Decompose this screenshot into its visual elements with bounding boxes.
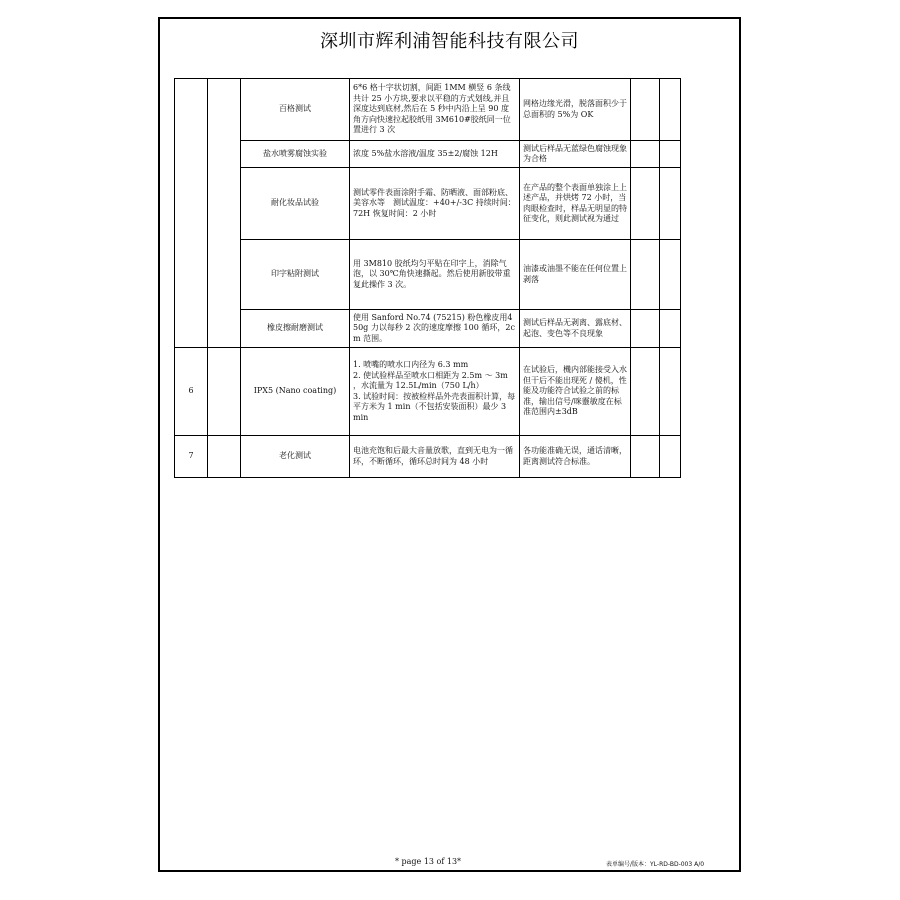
test-criteria: 在试验后，機内部能接受入水但干后不能出现死 / 傻机，性能及功能符合试验之前的标准，输出信号/咪靈敏度在标准范围内±3dB: [520, 348, 631, 436]
table-row: [175, 348, 681, 436]
test-item: 橡皮擦耐磨测试: [241, 310, 350, 348]
test-method: 测试零件表面涂附手霜、防晒液、面部粉底、美容水等 测试温度：+40+/-3C 持续时间：72H 恢复时间：2 小时: [350, 168, 520, 240]
test-method: 6*6 格十字状切割，间距 1MM 横竖 6 条线共计 25 小方块,要求以平稳的方式划线,并且深度达到底材,然后在 5 秒中内沿上呈 90 度角方向快速拉起胶纸用 3M610#胶纸同一位置进行 3 次: [350, 79, 520, 141]
test-item: 印字粘附测试: [241, 240, 350, 310]
empty-cell: [660, 168, 681, 240]
empty-cell: [208, 79, 241, 348]
table-row: [175, 79, 681, 141]
table-row: [175, 436, 681, 478]
table-row: [175, 168, 681, 240]
empty-cell: [631, 168, 660, 240]
test-criteria: 网格边缘光滑，脱落面积少于总面积的 5%为 OK: [520, 79, 631, 141]
test-criteria: 测试后样品无剥离、露底材、起泡、变色等不良现象: [520, 310, 631, 348]
empty-cell: [660, 348, 681, 436]
test-criteria: 测试后样品无蓝绿色腐蚀现象为合格: [520, 141, 631, 168]
table-row: [175, 240, 681, 310]
row-number: 7: [175, 436, 208, 478]
test-method: 电池充饱和后最大音量放歌，直到无电为一循环，不断循环，循环总时间为 48 小时: [350, 436, 520, 478]
empty-cell: [660, 141, 681, 168]
empty-cell: [660, 79, 681, 141]
empty-cell: [660, 240, 681, 310]
test-item: 盐水喷雾腐蚀实验: [241, 141, 350, 168]
empty-cell: [631, 436, 660, 478]
empty-cell: [631, 310, 660, 348]
empty-cell: [660, 436, 681, 478]
empty-cell: [631, 79, 660, 141]
row-number: 6: [175, 348, 208, 436]
table-row: [175, 141, 681, 168]
row-number: [175, 79, 208, 348]
test-criteria: 各功能准确无误，通话清晰，距离测试符合标准。: [520, 436, 631, 478]
test-method: 用 3M810 胶纸均匀平贴在印字上，消除气泡，以 30℃角快速撕起。然后使用新胶带重复此操作 3 次。: [350, 240, 520, 310]
test-item: 耐化妆品试验: [241, 168, 350, 240]
test-method: 1. 喷嘴的喷水口内径为 6.3 mm 2. 使试验样品至喷水口相距为 2.5m ～ 3m ，水流量为 12.5L/min（750 L/h） 3. 试验时间：按被检样品外壳表面积计算，每平方米为 1 min（不包括安装面积）最少 3 min: [350, 348, 520, 436]
empty-cell: [208, 436, 241, 478]
empty-cell: [660, 310, 681, 348]
form-number: 表单编号/版本：YL-RD-BD-003 A/0: [606, 861, 705, 868]
test-criteria: 油漆或油墨不能在任何位置上剥落: [520, 240, 631, 310]
test-criteria: 在产品的整个表面单独涂上上述产品，并烘烤 72 小时，当肉眼检查时，样品无明显的特征变化，则此测试视为通过: [520, 168, 631, 240]
empty-cell: [631, 240, 660, 310]
empty-cell: [631, 348, 660, 436]
page-number: * page 13 of 13*: [395, 857, 462, 866]
test-method: 使用 Sanford No.74 (75215) 粉色橡皮用450g 力以每秒 2 次的速度摩擦 100 循环，2cm 范围。: [350, 310, 520, 348]
empty-cell: [631, 141, 660, 168]
test-item: 老化测试: [241, 436, 350, 478]
test-spec-table: [174, 78, 681, 478]
company-title: 深圳市辉利浦智能科技有限公司: [320, 31, 579, 52]
empty-cell: [208, 348, 241, 436]
test-method: 浓度 5%盐水溶液/温度 35±2/腐蚀 12H: [350, 141, 520, 168]
test-item: IPX5 (Nano coating): [241, 348, 350, 436]
test-item: 百格测试: [241, 79, 350, 141]
table-row: [175, 310, 681, 348]
